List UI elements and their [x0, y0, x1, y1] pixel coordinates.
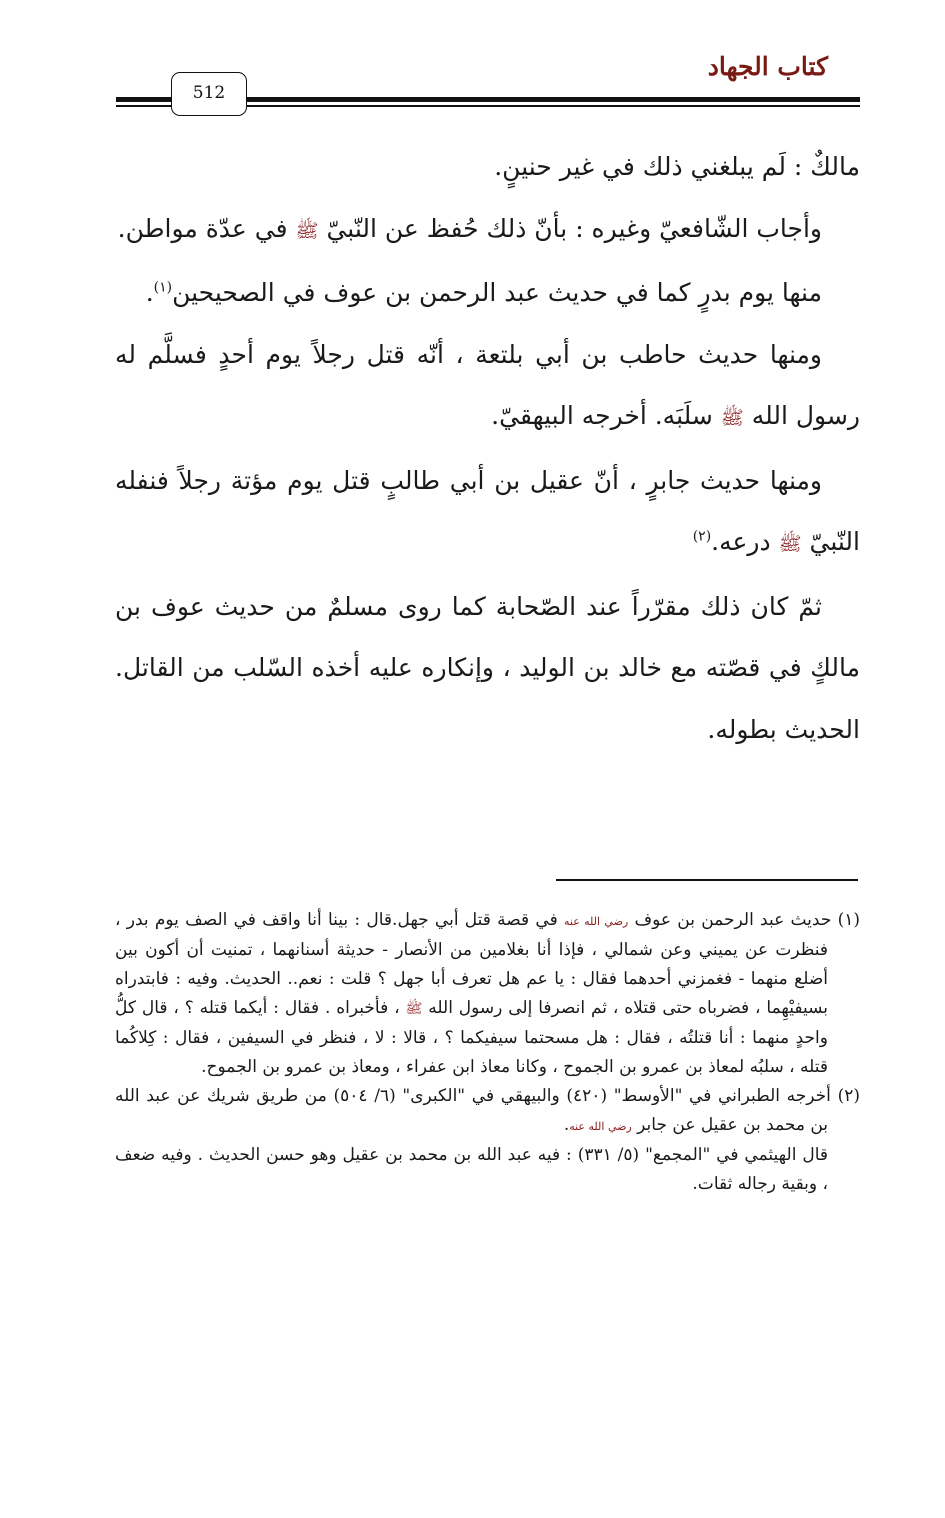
paragraph-5: ومنها حديث جابرٍ ، أنّ عقيل بن أبي طالبٍ قتل يوم مؤتة رجلاً فنفله النّبيّ ﷺ درعه.$^{(٢)}$	[115, 465, 860, 556]
footnote-2-continued: قال الهيثمي في "المجمع" (٥/ ٣٣١) : فيه عبد الله بن محمد بن عقيل وهو حسن الحديث . وفيه ضعف ، وبقية رجاله ثقات.	[115, 1145, 828, 1194]
footnote-number: (٢)	[837, 1086, 860, 1106]
footnote-ref-2: (٢)	[692, 528, 712, 545]
footnote-2: (٢) أخرجه الطبراني في "الأوسط" (٤٢٠) والبيهقي في "الكبرى" (٦/ ٥٠٤) من طريق شريك عن عبد الله بن محمد بن عقيل عن جابر رضي الله عنه.	[115, 1086, 860, 1135]
footnote-separator	[556, 879, 858, 881]
salawat-glyph: ﷺ	[295, 219, 319, 242]
main-text	[115, 136, 860, 760]
salawat-glyph: ﷺ	[720, 407, 744, 429]
paragraph-3: منها يوم بدرٍ كما في حديث عبد الرحمن بن عوف في الصحيحين$^{(١)}$.	[145, 278, 822, 307]
radi-glyph: رضي الله عنه	[569, 1120, 632, 1133]
paragraph-4: ومنها حديث حاطب بن أبي بلتعة ، أنّه قتل رجلاً يوم أحدٍ فسلَّم له رسول الله ﷺ سلَبَه. أخرجه البيهقيّ.	[115, 339, 860, 430]
book-title: كتاب الجهاد	[707, 52, 828, 81]
paragraph-2: وأجاب الشّافعيّ وغيره : بأنّ ذلك حُفظ عن النّبيّ ﷺ في عدّة مواطن.	[117, 213, 822, 243]
footnote-number: (١)	[837, 910, 861, 930]
footnote-1: (١) حديث عبد الرحمن بن عوف رضي الله عنه في قصة قتل أبي جهل.قال : بينا أنا واقف في الصف يوم بدر ، فنظرت عن يميني وعن شمالي ، فإذا أنا بغلامين من الأنصار - حديثة أسنانهما ، تمنيت أن أكون بين أضلع منهما - فغمزني أحدهما فقال : يا عم هل تعرف أبا جهل ؟ قلت : نعم.. الحديث. وفيه : فابتدراه بسيفيْهِما ، فضرباه حتى قتلاه ، ثم انصرفا إلى رسول الله ﷺ ، فأخبراه . فقال : أيكما قتله ؟ ، قال كلُّ واحدٍ منهما : أنا قتلتُه ، فقال : هل مسحتما سيفيكما ؟ ، قالا : لا ، فنظر في السيفين ، فقال : كِلاكُما قتله ، سلبُه لمعاذ بن عمرو بن الجموح ، وكانا معاذ ابن عفراء ، ومعاذ بن عمرو بن الجموح.	[115, 910, 861, 1077]
radi-glyph: رضي الله عنه	[563, 915, 629, 928]
footnote-ref-1: (١)	[153, 279, 173, 296]
page-number: 512	[171, 72, 247, 116]
footnotes	[115, 906, 860, 1199]
paragraph-6: ثمّ كان ذلك مقرّراً عند الصّحابة كما روى مسلمٌ من حديث عوف بن مالكٍ في قصّته مع خالد بن الوليد ، وإنكاره عليه أخذه السّلب من القاتل. الحديث بطوله.	[115, 591, 860, 744]
page-header	[0, 0, 945, 130]
paragraph-1: مالكٌ : لَم يبلغني ذلك في غير حنينٍ.	[494, 152, 860, 181]
salawat-glyph: ﷺ	[778, 533, 802, 555]
salawat-glyph: ﷺ	[405, 1001, 423, 1017]
